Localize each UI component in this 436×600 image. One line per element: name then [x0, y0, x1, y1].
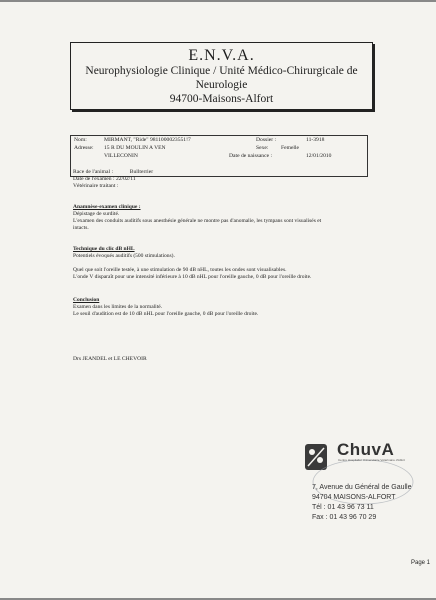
anamnese-section: [73, 204, 373, 232]
naissance-value: 12/01/2010: [306, 153, 332, 159]
technique-line: [73, 260, 373, 267]
technique-line: Quel que soit l'oreille testée, à une stimulation de 90 dB nHL, toutes les ondes sont visualisables.: [73, 267, 287, 273]
stamp-tel: Tél : 01 43 96 73 11: [312, 504, 374, 511]
conclusion-section: [73, 297, 373, 318]
nom-label: Nom:: [74, 137, 87, 143]
technique-line: L'onde V disparaît pour une intensité inférieure à 10 dB nHL pour l'oreille gauche, 0 dB pour l'oreille droite.: [73, 274, 312, 280]
dossier-label: Dossier :: [256, 137, 277, 143]
conclusion-line: Examen dans les limites de la normalité.: [73, 304, 163, 310]
technique-heading: Technique du clic dB nHL: [73, 246, 135, 252]
race-label: Race de l'animal :: [73, 169, 113, 175]
technique-section: [73, 246, 373, 281]
anamnese-line: L'examen des conduits auditifs sous anesthésie générale ne montre pas d'anomalie, les tympans sont visualisés et: [73, 218, 322, 224]
adresse-label: Adresse:: [74, 145, 94, 151]
stamp-address: [312, 483, 412, 523]
signature: Drs JEANDEL et LE CHEVOIR: [73, 356, 147, 362]
header-title: E.N.V.A.: [188, 47, 255, 64]
stamp-address-line1: 7, Avenue du Général de Gaulle: [312, 484, 412, 491]
sexe-value: Femelle: [281, 145, 300, 151]
conclusion-line: Le seuil d'audition est de 10 dB nHL pour l'oreille gauche, 0 dB pour l'oreille droite.: [73, 311, 259, 317]
adresse-line2: VILLECONIN: [104, 153, 138, 159]
vet-label: Vétérinaire traitant :: [73, 183, 119, 190]
header-line2: Neurologie: [195, 78, 248, 91]
chuva-logo-text: ChuvA: [337, 440, 395, 459]
header-line3: 94700-Maisons-Alfort: [169, 92, 274, 105]
stamp-fax: Fax : 01 43 96 70 29: [312, 514, 377, 521]
naissance-label: Date de naissance :: [229, 153, 273, 159]
sexe-label: Sexe:: [256, 145, 269, 151]
exam-date: Date de l'examen : 22/02/11: [73, 176, 136, 183]
header-line1: Neurophysiologie Clinique / Unité Médico-Chirurgicale de: [85, 65, 358, 78]
animal-info: [73, 169, 153, 191]
header-box: [70, 42, 373, 110]
race-value: Bullterrier: [129, 169, 154, 175]
nom-value: MIRMANT, "Ride" 9811000023551!7: [104, 137, 191, 143]
page-number: Page 1: [411, 560, 431, 566]
adresse-line1: 15 R DU MOULIN A VEN: [104, 145, 166, 151]
chuva-logo-subtitle: Centre Hospitalier Universitaire Vétérinaire d'Alfort: [338, 458, 405, 462]
scan-edge-top: [0, 0, 436, 2]
dossier-value: 11-3918: [306, 137, 325, 143]
conclusion-heading: Conclusion: [73, 297, 100, 303]
anamnese-line: Dépistage de surdité.: [73, 211, 120, 217]
stamp-address-line2: 94704 MAISONS-ALFORT: [312, 494, 396, 501]
technique-line: Potentiels évoqués auditifs (500 stimulations).: [73, 253, 175, 259]
anamnese-line: intacts.: [73, 225, 89, 231]
anamnese-heading: Anamnèse-examen clinique :: [73, 204, 141, 210]
